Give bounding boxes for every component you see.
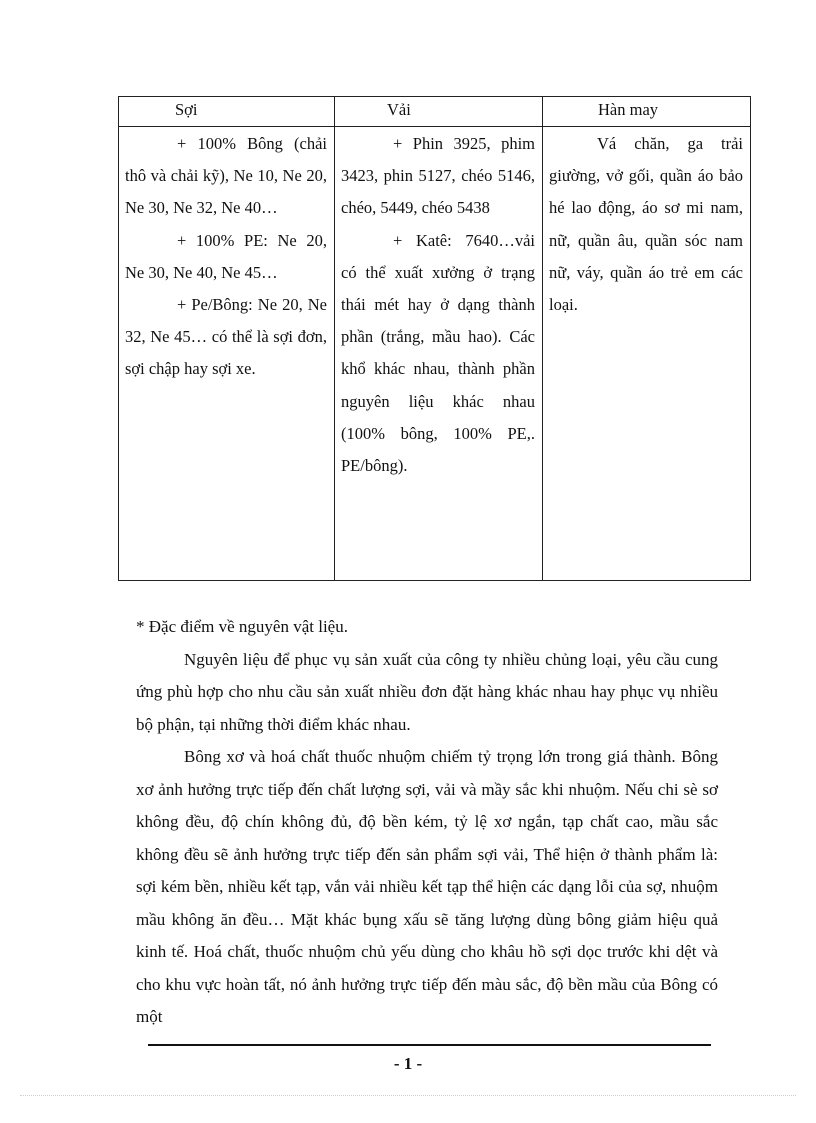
cell-fabric xyxy=(335,127,543,581)
yarn-item-pe-cotton: + Pe/Bông: Ne 20, Ne 32, Ne 45… có thể là sợi đơn, sợi chập hay sợi xe. xyxy=(125,295,327,379)
page-bottom-border xyxy=(20,1095,796,1096)
header-fabric: Vải xyxy=(335,97,543,127)
body-text xyxy=(136,611,718,1034)
fabric-item-kate: + Katê: 7640…vải có thể xuất xưởng ở trạng thái mét hay ở dạng thành phần (trắng, mầu hao). Các khổ khác nhau, thành phần nguyên liệu khác nhau (100% bông, 100% PE,. PE/bông). xyxy=(341,230,535,476)
section-heading: * Đặc điểm về nguyên vật liệu. xyxy=(136,617,348,636)
product-table xyxy=(118,96,751,581)
table-row xyxy=(119,127,751,581)
fabric-item-phin: + Phin 3925, phim 3423, phin 5127, chéo 5146, chéo, 5449, chéo 5438 xyxy=(341,134,535,218)
yarn-item-pe: + 100% PE: Ne 20, Ne 30, Ne 40, Ne 45… xyxy=(125,230,327,282)
cell-yarn xyxy=(119,127,335,581)
footer-divider xyxy=(148,1044,711,1046)
cell-garment xyxy=(543,127,751,581)
header-yarn: Sợi xyxy=(119,97,335,127)
header-garment: Hàn may xyxy=(543,97,751,127)
paragraph: Bông xơ và hoá chất thuốc nhuộm chiếm tỷ trọng lớn trong giá thành. Bông xơ ảnh hưởng trực tiếp đến chất lượng sợi, vải và mầy sắc khi nhuộm. Nếu chi sè sơ không đều, độ chín không đủ, độ bền kém, tỷ lệ xơ ngắn, tạp chất cao, mầu sắc không đều sẽ ảnh hưởng trực tiếp đến sản phẩm sợi vải, Thể hiện ở thành phẩm là: sợi kém bền, nhiều kết tạp, vắn vải nhiều kết tạp thể hiện các dạng lỗi của sợ, nhuộm mầu không ăn đều… Mặt khác bụng xấu sẽ tăng lượng dùng bông giảm hiệu quả kinh tế. Hoá chất, thuốc nhuộm chủ yếu dùng cho khâu hồ sợi dọc trước khi dệt và cho khu vực hoàn tất, nó ảnh hưởng trực tiếp đến màu sắc, độ bền mầu của Bông có một xyxy=(136,747,718,1026)
paragraph: Nguyên liệu để phục vụ sản xuất của công ty nhiều chủng loại, yêu cầu cung ứng phù hợp cho nhu cầu sản xuất nhiều đơn đặt hàng khác nhau hay phục vụ nhiều bộ phận, tại những thời điểm khác nhau. xyxy=(136,649,718,734)
page-number: - 1 - xyxy=(393,1054,423,1073)
table-header-row xyxy=(119,97,751,127)
yarn-item-cotton: + 100% Bông (chải thô và chải kỹ), Ne 10, Ne 20, Ne 30, Ne 32, Ne 40… xyxy=(125,134,327,218)
garment-items: Vá chăn, ga trải giường, vở gối, quần áo bảo hé lao động, áo sơ mi nam, nữ, quần âu, quần sóc nam nữ, váy, quần áo trẻ em các loại. xyxy=(549,134,743,315)
